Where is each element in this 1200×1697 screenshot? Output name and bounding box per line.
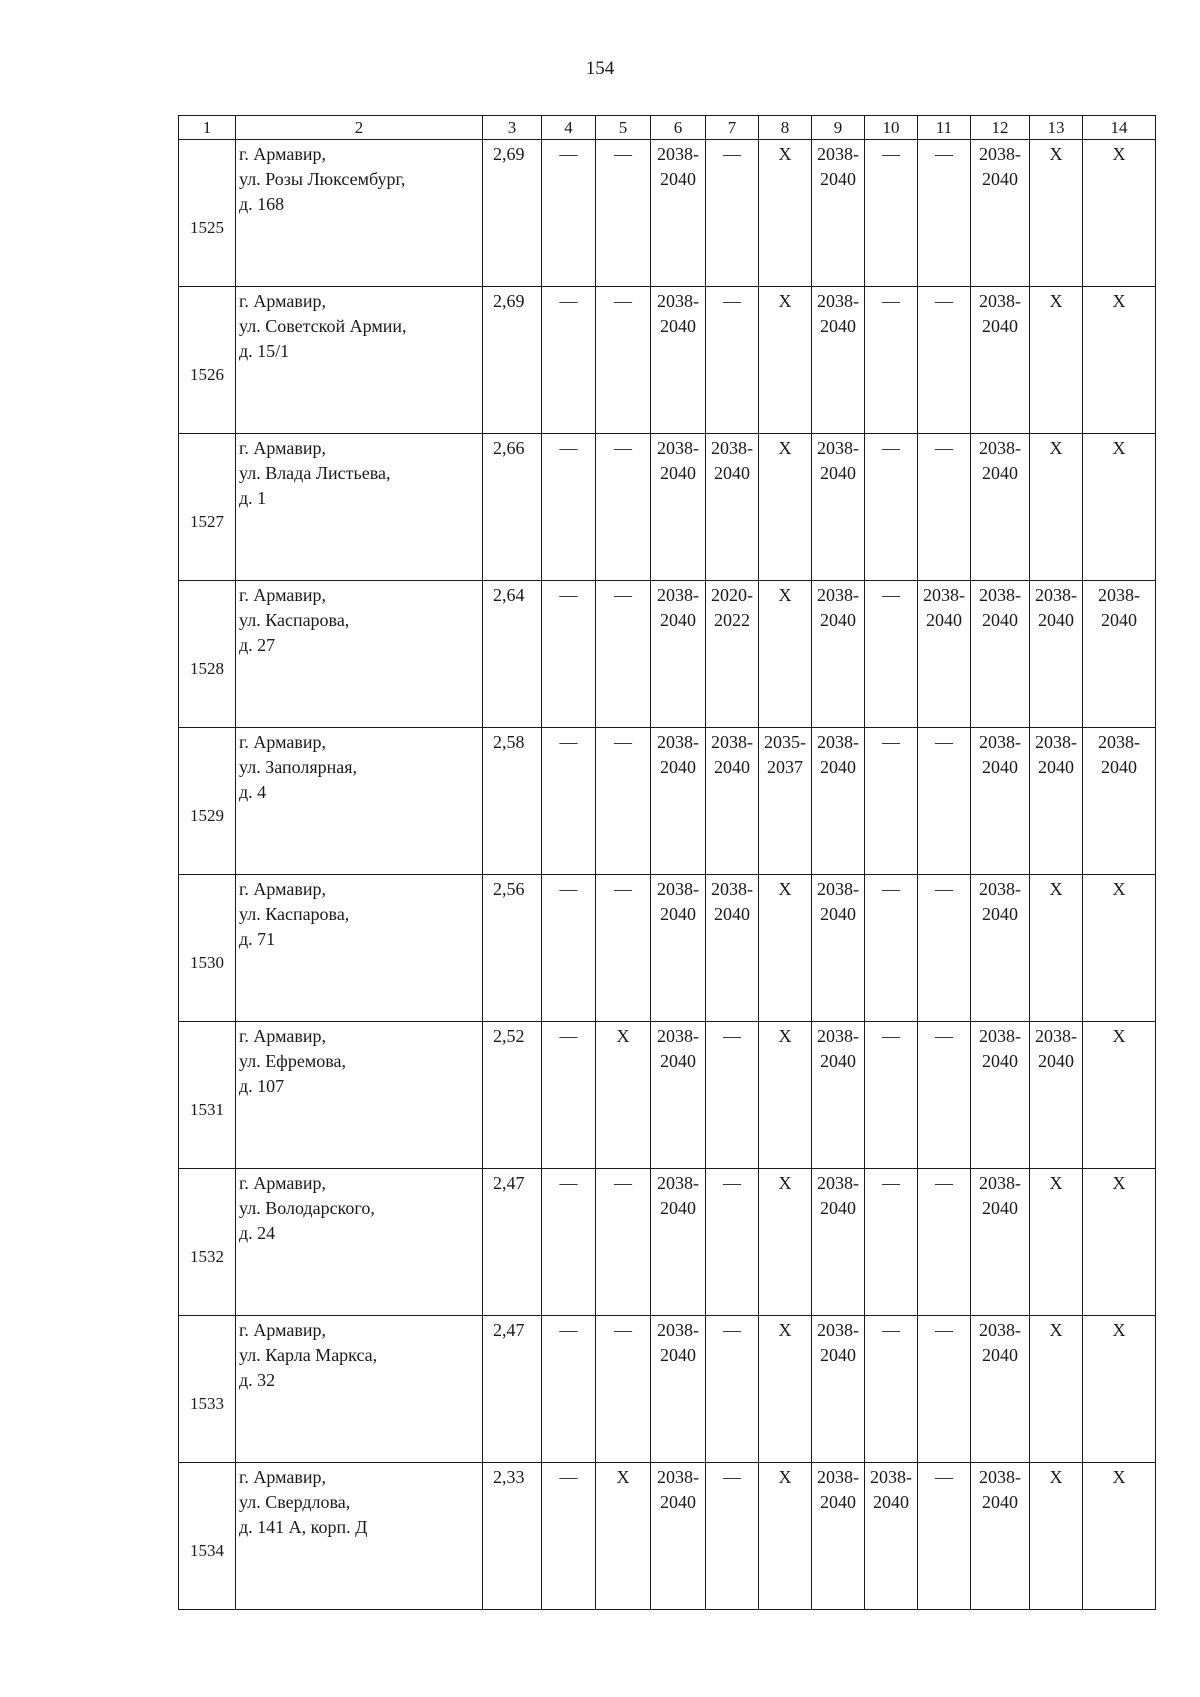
address-cell: [236, 728, 483, 875]
row-number: [179, 287, 236, 434]
year-range-cell: [971, 287, 1030, 434]
row-number: [179, 140, 236, 287]
year-range-line: 2038-: [979, 291, 1021, 311]
year-range-line: 2040: [982, 1492, 1018, 1512]
address-cell: [236, 434, 483, 581]
year-range-line: 2038-: [657, 144, 699, 164]
address-line: г. Армавир,: [239, 144, 326, 164]
value-cell: 2,69: [483, 140, 542, 287]
address-line: г. Армавир,: [239, 879, 326, 899]
x-mark-cell: Х: [759, 1022, 812, 1169]
year-range-line: 2038-: [817, 438, 859, 458]
year-range-line: 2038-: [1035, 585, 1077, 605]
year-range-cell: [971, 581, 1030, 728]
dash-cell: —: [706, 140, 759, 287]
x-mark-cell: Х: [759, 1463, 812, 1610]
x-mark-cell: Х: [596, 1022, 651, 1169]
year-range-line: 2040: [982, 610, 1018, 630]
dash-cell: —: [865, 140, 918, 287]
address-line: г. Армавир,: [239, 1320, 326, 1340]
row-number-text: 1525: [190, 217, 224, 237]
year-range-line: 2040: [873, 1492, 909, 1512]
dash-cell: —: [596, 728, 651, 875]
year-range-cell: [651, 1463, 706, 1610]
address-cell: [236, 287, 483, 434]
year-range-cell: [971, 1022, 1030, 1169]
dash-cell: —: [596, 581, 651, 728]
year-range-cell: [812, 1316, 865, 1463]
year-range-cell: [651, 434, 706, 581]
year-range-cell: [651, 1316, 706, 1463]
column-header-2: 2: [236, 116, 483, 140]
dash-cell: —: [918, 728, 971, 875]
year-range-line: 2038-: [1098, 585, 1140, 605]
year-range-cell: [812, 728, 865, 875]
table-row: [179, 1022, 1156, 1169]
dash-cell: —: [865, 287, 918, 434]
year-range-cell: [812, 287, 865, 434]
dash-cell: —: [918, 1169, 971, 1316]
address-cell: [236, 140, 483, 287]
value-cell: 2,33: [483, 1463, 542, 1610]
year-range-cell: [971, 1316, 1030, 1463]
column-header-13: 13: [1030, 116, 1083, 140]
address-line: ул. Заполярная,: [239, 757, 358, 777]
year-range-line: 2038-: [979, 144, 1021, 164]
year-range-line: 2038-: [979, 879, 1021, 899]
year-range-line: 2040: [926, 610, 962, 630]
row-number: [179, 1169, 236, 1316]
x-mark-cell: Х: [1083, 875, 1156, 1022]
year-range-line: 2040: [982, 316, 1018, 336]
dash-cell: —: [918, 287, 971, 434]
year-range-line: 2040: [982, 1051, 1018, 1071]
year-range-line: 2038-: [711, 732, 753, 752]
row-number-text: 1528: [190, 658, 224, 678]
year-range-line: 2040: [1038, 757, 1074, 777]
year-range-line: 2038-: [657, 585, 699, 605]
row-number: [179, 1022, 236, 1169]
address-cell: [236, 581, 483, 728]
address-line: г. Армавир,: [239, 1026, 326, 1046]
dash-cell: —: [706, 1169, 759, 1316]
year-range-line: 2038-: [979, 438, 1021, 458]
value-cell: 2,47: [483, 1316, 542, 1463]
dash-cell: —: [542, 1316, 596, 1463]
address-line: г. Армавир,: [239, 732, 326, 752]
dash-cell: —: [865, 1169, 918, 1316]
x-mark-cell: Х: [1030, 875, 1083, 1022]
year-range-line: 2040: [820, 757, 856, 777]
address-line: г. Армавир,: [239, 585, 326, 605]
address-line: ул. Влада Листьева,: [239, 463, 391, 483]
column-header-5: 5: [596, 116, 651, 140]
address-line: ул. Каспарова,: [239, 610, 350, 630]
address-line: д. 71: [239, 929, 276, 949]
year-range-line: 2040: [982, 1345, 1018, 1365]
year-range-line: 2038-: [657, 1320, 699, 1340]
year-range-line: 2040: [820, 1198, 856, 1218]
x-mark-cell: Х: [759, 140, 812, 287]
address-line: ул. Каспарова,: [239, 904, 350, 924]
year-range-cell: [1083, 728, 1156, 875]
value-cell: 2,64: [483, 581, 542, 728]
dash-cell: —: [542, 728, 596, 875]
dash-cell: —: [918, 875, 971, 1022]
year-range-line: 2020-: [711, 585, 753, 605]
row-number: [179, 1316, 236, 1463]
dash-cell: —: [542, 287, 596, 434]
year-range-line: 2040: [660, 1492, 696, 1512]
row-number-text: 1533: [190, 1393, 224, 1413]
table-row: [179, 140, 1156, 287]
dash-cell: —: [865, 1022, 918, 1169]
address-cell: [236, 1316, 483, 1463]
column-header-6: 6: [651, 116, 706, 140]
dash-cell: —: [596, 434, 651, 581]
x-mark-cell: Х: [1030, 1463, 1083, 1610]
table-row: [179, 1463, 1156, 1610]
year-range-line: 2040: [660, 1345, 696, 1365]
year-range-cell: [812, 1463, 865, 1610]
year-range-line: 2038-: [979, 1320, 1021, 1340]
address-line: г. Армавир,: [239, 438, 326, 458]
dash-cell: —: [865, 434, 918, 581]
x-mark-cell: Х: [1030, 434, 1083, 581]
year-range-line: 2040: [714, 757, 750, 777]
address-line: д. 1: [239, 488, 267, 508]
column-header-1: 1: [179, 116, 236, 140]
x-mark-cell: Х: [596, 1463, 651, 1610]
address-line: ул. Володарского,: [239, 1198, 375, 1218]
row-number-text: 1534: [190, 1540, 224, 1560]
year-range-line: 2038-: [817, 1320, 859, 1340]
year-range-line: 2038-: [979, 585, 1021, 605]
table-row: [179, 581, 1156, 728]
year-range-cell: [971, 1169, 1030, 1316]
dash-cell: —: [542, 1169, 596, 1316]
year-range-line: 2038-: [923, 585, 965, 605]
column-header-4: 4: [542, 116, 596, 140]
row-number: [179, 581, 236, 728]
housing-repair-table: [178, 115, 1156, 1610]
value-cell: 2,66: [483, 434, 542, 581]
year-range-line: 2040: [820, 904, 856, 924]
year-range-line: 2038-: [870, 1467, 912, 1487]
row-number-text: 1526: [190, 364, 224, 384]
year-range-cell: [706, 434, 759, 581]
dash-cell: —: [542, 581, 596, 728]
year-range-line: 2040: [660, 316, 696, 336]
year-range-line: 2038-: [657, 438, 699, 458]
year-range-line: 2040: [660, 904, 696, 924]
address-line: д. 107: [239, 1076, 285, 1096]
column-header-3: 3: [483, 116, 542, 140]
year-range-cell: [971, 140, 1030, 287]
year-range-line: 2038-: [657, 1467, 699, 1487]
table-row: [179, 728, 1156, 875]
year-range-cell: [918, 581, 971, 728]
year-range-line: 2038-: [711, 879, 753, 899]
year-range-line: 2038-: [817, 732, 859, 752]
address-line: д. 141 А, корп. Д: [239, 1517, 368, 1537]
address-line: ул. Розы Люксембург,: [239, 169, 406, 189]
year-range-cell: [865, 1463, 918, 1610]
column-number-header-row: [179, 116, 1156, 140]
value-cell: 2,47: [483, 1169, 542, 1316]
row-number-text: 1529: [190, 805, 224, 825]
row-number-text: 1527: [190, 511, 224, 531]
value-cell: 2,52: [483, 1022, 542, 1169]
year-range-cell: [971, 728, 1030, 875]
dash-cell: —: [596, 1169, 651, 1316]
address-line: д. 27: [239, 635, 276, 655]
year-range-cell: [1083, 581, 1156, 728]
dash-cell: —: [542, 1463, 596, 1610]
x-mark-cell: Х: [1083, 140, 1156, 287]
column-header-8: 8: [759, 116, 812, 140]
dash-cell: —: [542, 434, 596, 581]
row-number: [179, 1463, 236, 1610]
address-line: ул. Советской Армии,: [239, 316, 407, 336]
year-range-cell: [812, 1022, 865, 1169]
address-line: д. 168: [239, 194, 285, 214]
row-number: [179, 728, 236, 875]
dash-cell: —: [918, 1463, 971, 1610]
year-range-line: 2040: [820, 316, 856, 336]
year-range-line: 2040: [820, 1051, 856, 1071]
address-line: ул. Свердлова,: [239, 1492, 351, 1512]
value-cell: 2,56: [483, 875, 542, 1022]
column-header-9: 9: [812, 116, 865, 140]
x-mark-cell: Х: [1083, 1169, 1156, 1316]
column-header-14: 14: [1083, 116, 1156, 140]
year-range-line: 2040: [820, 463, 856, 483]
dash-cell: —: [706, 1022, 759, 1169]
dash-cell: —: [865, 728, 918, 875]
year-range-line: 2040: [714, 904, 750, 924]
x-mark-cell: Х: [1030, 1316, 1083, 1463]
year-range-line: 2038-: [657, 1026, 699, 1046]
year-range-line: 2040: [660, 463, 696, 483]
year-range-line: 2040: [1038, 1051, 1074, 1071]
year-range-cell: [812, 581, 865, 728]
year-range-line: 2040: [982, 169, 1018, 189]
year-range-line: 2038-: [817, 879, 859, 899]
address-line: ул. Карла Маркса,: [239, 1345, 378, 1365]
year-range-line: 2040: [982, 904, 1018, 924]
year-range-cell: [812, 875, 865, 1022]
x-mark-cell: Х: [1083, 287, 1156, 434]
year-range-line: 2038-: [817, 585, 859, 605]
year-range-line: 2038-: [1098, 732, 1140, 752]
year-range-line: 2038-: [711, 438, 753, 458]
column-header-11: 11: [918, 116, 971, 140]
year-range-cell: [706, 581, 759, 728]
x-mark-cell: Х: [759, 1316, 812, 1463]
year-range-line: 2038-: [979, 732, 1021, 752]
address-line: д. 32: [239, 1370, 276, 1390]
year-range-line: 2040: [982, 757, 1018, 777]
year-range-line: 2038-: [657, 879, 699, 899]
dash-cell: —: [542, 140, 596, 287]
year-range-line: 2035-: [764, 732, 806, 752]
dash-cell: —: [865, 875, 918, 1022]
year-range-cell: [651, 581, 706, 728]
x-mark-cell: Х: [1083, 1022, 1156, 1169]
dash-cell: —: [706, 1316, 759, 1463]
year-range-line: 2040: [1038, 610, 1074, 630]
row-number-text: 1531: [190, 1099, 224, 1119]
column-header-7: 7: [706, 116, 759, 140]
x-mark-cell: Х: [1083, 1316, 1156, 1463]
dash-cell: —: [596, 1316, 651, 1463]
row-number-text: 1532: [190, 1246, 224, 1266]
year-range-line: 2040: [714, 463, 750, 483]
dash-cell: —: [596, 875, 651, 1022]
x-mark-cell: Х: [759, 434, 812, 581]
year-range-cell: [812, 140, 865, 287]
year-range-line: 2040: [982, 1198, 1018, 1218]
dash-cell: —: [596, 287, 651, 434]
year-range-cell: [1030, 581, 1083, 728]
year-range-cell: [706, 875, 759, 1022]
table-row: [179, 875, 1156, 1022]
address-line: д. 4: [239, 782, 267, 802]
column-header-10: 10: [865, 116, 918, 140]
year-range-line: 2040: [982, 463, 1018, 483]
dash-cell: —: [542, 875, 596, 1022]
x-mark-cell: Х: [1030, 1169, 1083, 1316]
year-range-cell: [651, 1022, 706, 1169]
x-mark-cell: Х: [759, 287, 812, 434]
year-range-cell: [651, 1169, 706, 1316]
table-row: [179, 1169, 1156, 1316]
row-number: [179, 875, 236, 1022]
x-mark-cell: Х: [1083, 434, 1156, 581]
year-range-cell: [1030, 1022, 1083, 1169]
year-range-line: 2038-: [657, 732, 699, 752]
x-mark-cell: Х: [1030, 140, 1083, 287]
x-mark-cell: Х: [1030, 287, 1083, 434]
year-range-line: 2038-: [817, 1173, 859, 1193]
row-number: [179, 434, 236, 581]
page-number: 154: [585, 58, 615, 79]
dash-cell: —: [918, 434, 971, 581]
year-range-cell: [971, 875, 1030, 1022]
x-mark-cell: Х: [759, 1169, 812, 1316]
year-range-line: 2038-: [657, 1173, 699, 1193]
year-range-cell: [651, 728, 706, 875]
year-range-line: 2040: [660, 757, 696, 777]
year-range-line: 2022: [714, 610, 750, 630]
year-range-line: 2038-: [817, 1467, 859, 1487]
address-cell: [236, 1463, 483, 1610]
year-range-line: 2040: [660, 1051, 696, 1071]
address-line: г. Армавир,: [239, 291, 326, 311]
dash-cell: —: [865, 1316, 918, 1463]
year-range-line: 2038-: [817, 291, 859, 311]
year-range-line: 2038-: [979, 1173, 1021, 1193]
year-range-cell: [812, 434, 865, 581]
year-range-cell: [1030, 728, 1083, 875]
dash-cell: —: [542, 1022, 596, 1169]
year-range-line: 2040: [820, 1345, 856, 1365]
x-mark-cell: Х: [759, 581, 812, 728]
year-range-cell: [971, 1463, 1030, 1610]
address-cell: [236, 1022, 483, 1169]
x-mark-cell: Х: [759, 875, 812, 1022]
year-range-line: 2040: [1101, 610, 1137, 630]
year-range-line: 2040: [820, 610, 856, 630]
year-range-line: 2038-: [979, 1026, 1021, 1046]
year-range-line: 2038-: [1035, 732, 1077, 752]
dash-cell: —: [706, 287, 759, 434]
year-range-cell: [759, 728, 812, 875]
year-range-cell: [706, 728, 759, 875]
dash-cell: —: [918, 140, 971, 287]
year-range-line: 2038-: [1035, 1026, 1077, 1046]
dash-cell: —: [918, 1022, 971, 1169]
year-range-line: 2040: [820, 169, 856, 189]
dash-cell: —: [865, 581, 918, 728]
x-mark-cell: Х: [1083, 1463, 1156, 1610]
year-range-line: 2038-: [657, 291, 699, 311]
address-line: д. 15/1: [239, 341, 290, 361]
year-range-line: 2037: [767, 757, 803, 777]
address-cell: [236, 875, 483, 1022]
year-range-line: 2040: [660, 1198, 696, 1218]
address-line: г. Армавир,: [239, 1173, 326, 1193]
year-range-cell: [971, 434, 1030, 581]
dash-cell: —: [918, 1316, 971, 1463]
year-range-line: 2040: [820, 1492, 856, 1512]
table-row: [179, 434, 1156, 581]
address-line: ул. Ефремова,: [239, 1051, 346, 1071]
address-line: г. Армавир,: [239, 1467, 326, 1487]
column-header-12: 12: [971, 116, 1030, 140]
value-cell: 2,58: [483, 728, 542, 875]
year-range-line: 2038-: [979, 1467, 1021, 1487]
year-range-cell: [651, 140, 706, 287]
dash-cell: —: [596, 140, 651, 287]
year-range-line: 2040: [660, 169, 696, 189]
table-row: [179, 287, 1156, 434]
address-line: д. 24: [239, 1223, 276, 1243]
dash-cell: —: [706, 1463, 759, 1610]
year-range-line: 2040: [1101, 757, 1137, 777]
table-row: [179, 1316, 1156, 1463]
year-range-cell: [651, 287, 706, 434]
value-cell: 2,69: [483, 287, 542, 434]
year-range-line: 2038-: [817, 1026, 859, 1046]
row-number-text: 1530: [190, 952, 224, 972]
year-range-line: 2040: [660, 610, 696, 630]
year-range-line: 2038-: [817, 144, 859, 164]
year-range-cell: [812, 1169, 865, 1316]
address-cell: [236, 1169, 483, 1316]
year-range-cell: [651, 875, 706, 1022]
